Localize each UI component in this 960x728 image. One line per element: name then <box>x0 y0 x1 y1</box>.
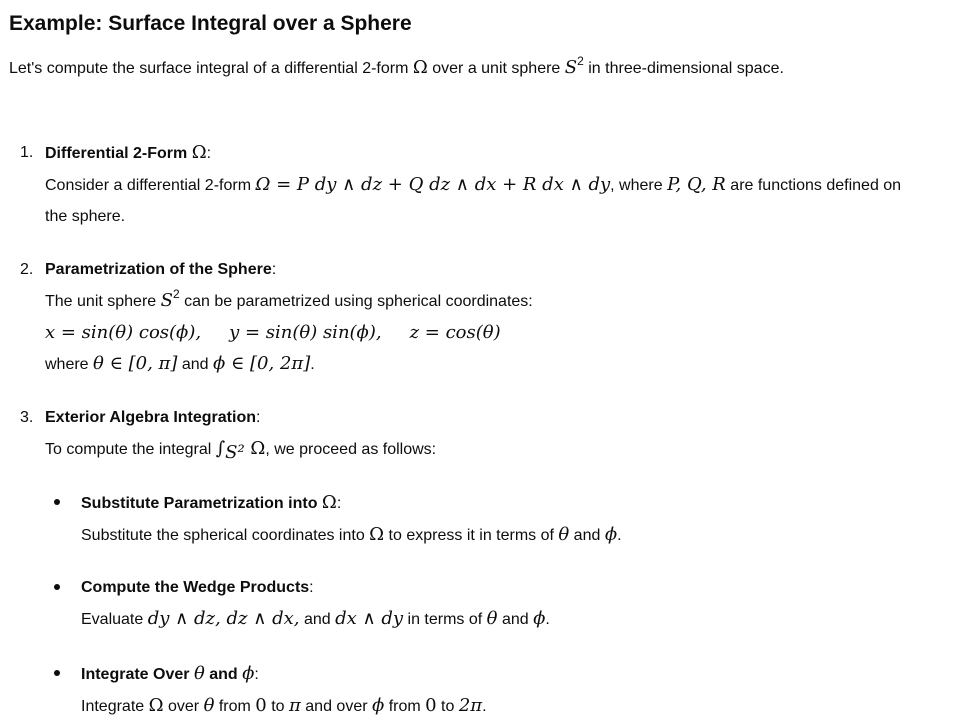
step-text: can be parametrized using spherical coordinates: <box>179 293 533 310</box>
sphere-symbol: S <box>564 57 578 78</box>
list-number: 2. <box>20 261 34 278</box>
phi-symbol: ϕ <box>242 663 255 684</box>
punctuation: : <box>254 666 259 683</box>
step-text: where <box>45 356 94 373</box>
pi-symbol: π <box>288 695 301 716</box>
bullet-text: and over <box>300 698 372 715</box>
integral-symbol: ∫ <box>215 438 226 459</box>
bullet-dot <box>54 584 60 590</box>
bullet-text: in terms of <box>403 611 487 628</box>
heading: Example: Surface Integral over a Sphere <box>9 12 412 35</box>
step-text: are functions defined on the sphere. <box>45 177 902 225</box>
phi-symbol: ϕ <box>533 608 546 629</box>
equation-y: y = sin(θ) sin(ϕ), <box>229 322 382 343</box>
bullet-text: and <box>299 611 336 628</box>
wedge-expression: dx ∧ dy <box>335 608 404 629</box>
exponent: 2 <box>577 53 584 68</box>
bullet-text: Integrate <box>81 698 149 715</box>
punctuation: . <box>545 611 550 628</box>
punctuation: . <box>310 356 315 373</box>
punctuation: : <box>309 579 314 596</box>
phi-symbol: ϕ <box>371 695 385 716</box>
list-number: 1. <box>20 144 34 161</box>
punctuation: : <box>206 145 212 162</box>
bullet-text: to express it in terms of <box>384 527 559 544</box>
step-title: Parametrization of the Sphere <box>45 261 272 278</box>
equation-z: z = cos(θ) <box>409 322 501 343</box>
theta-symbol: θ <box>558 524 570 545</box>
bullet-dot <box>54 670 60 676</box>
omega-symbol: Ω <box>244 438 266 459</box>
step-text: and <box>177 356 213 373</box>
bullet-text: from <box>384 698 426 715</box>
bullet-text: Evaluate <box>81 611 148 628</box>
number: 0 <box>255 695 267 716</box>
punctuation: . <box>617 527 622 544</box>
step-text: To compute the integral <box>45 441 216 458</box>
two-pi: 2π <box>458 695 483 716</box>
list-number: 3. <box>20 409 34 426</box>
theta-symbol: θ <box>203 695 215 716</box>
intro-text: in three-dimensional space. <box>583 60 784 77</box>
intro-paragraph <box>9 52 889 85</box>
equation-x: x = sin(θ) cos(ϕ), <box>45 322 202 343</box>
exponent: 2 <box>172 286 180 301</box>
theta-range: θ ∈ [0, π] <box>93 353 178 374</box>
formula: Ω = P dy ∧ dz + Q dz ∧ dx + R dx ∧ dy <box>255 174 611 195</box>
wedge-expression: dy ∧ dz, dz ∧ dx, <box>147 608 300 629</box>
intro-text: Let's compute the surface integral of a differential 2-form <box>9 60 413 77</box>
phi-symbol: ϕ <box>604 524 618 545</box>
step-text: Consider a differential 2-form <box>45 177 256 194</box>
bullet-text: to <box>266 698 289 715</box>
punctuation: . <box>482 698 487 715</box>
step-text: , where <box>610 177 668 194</box>
theta-symbol: θ <box>486 608 498 629</box>
step-text: , we proceed as follows: <box>265 441 437 458</box>
bullet-text: from <box>214 698 256 715</box>
variables: P, Q, R <box>667 174 726 195</box>
phi-range: ϕ ∈ [0, 2π] <box>213 353 311 374</box>
bullet-title: Compute the Wedge Products <box>81 579 310 596</box>
bullet-title: and <box>204 666 243 683</box>
omega-symbol: Ω <box>191 142 207 163</box>
omega-symbol: Ω <box>369 524 385 545</box>
bullet-title: Integrate Over <box>81 666 194 683</box>
bullet-text: and <box>569 527 605 544</box>
bullet-text: over <box>163 698 204 715</box>
bullet-text: and <box>497 611 534 628</box>
intro-text: over a unit sphere <box>427 60 565 77</box>
punctuation: : <box>271 261 277 278</box>
bullet-title: Substitute Parametrization into <box>81 495 322 512</box>
omega-symbol: Ω <box>148 695 164 716</box>
bullet-text: to <box>436 698 459 715</box>
omega-symbol: Ω <box>412 57 428 78</box>
number: 0 <box>425 695 437 716</box>
theta-symbol: θ <box>193 663 205 684</box>
step-text: The unit sphere <box>45 293 161 310</box>
bullet-dot <box>54 499 60 505</box>
punctuation: : <box>336 495 342 512</box>
bullet-text: Substitute the spherical coordinates into <box>81 527 370 544</box>
sphere-symbol: S <box>160 290 173 311</box>
parametrization-equations <box>45 317 905 348</box>
omega-symbol: Ω <box>321 492 337 513</box>
punctuation: : <box>256 409 261 426</box>
integral-domain: S² <box>225 442 245 464</box>
step-title: Exterior Algebra Integration <box>45 409 256 426</box>
step-title: Differential 2-Form <box>45 145 192 162</box>
